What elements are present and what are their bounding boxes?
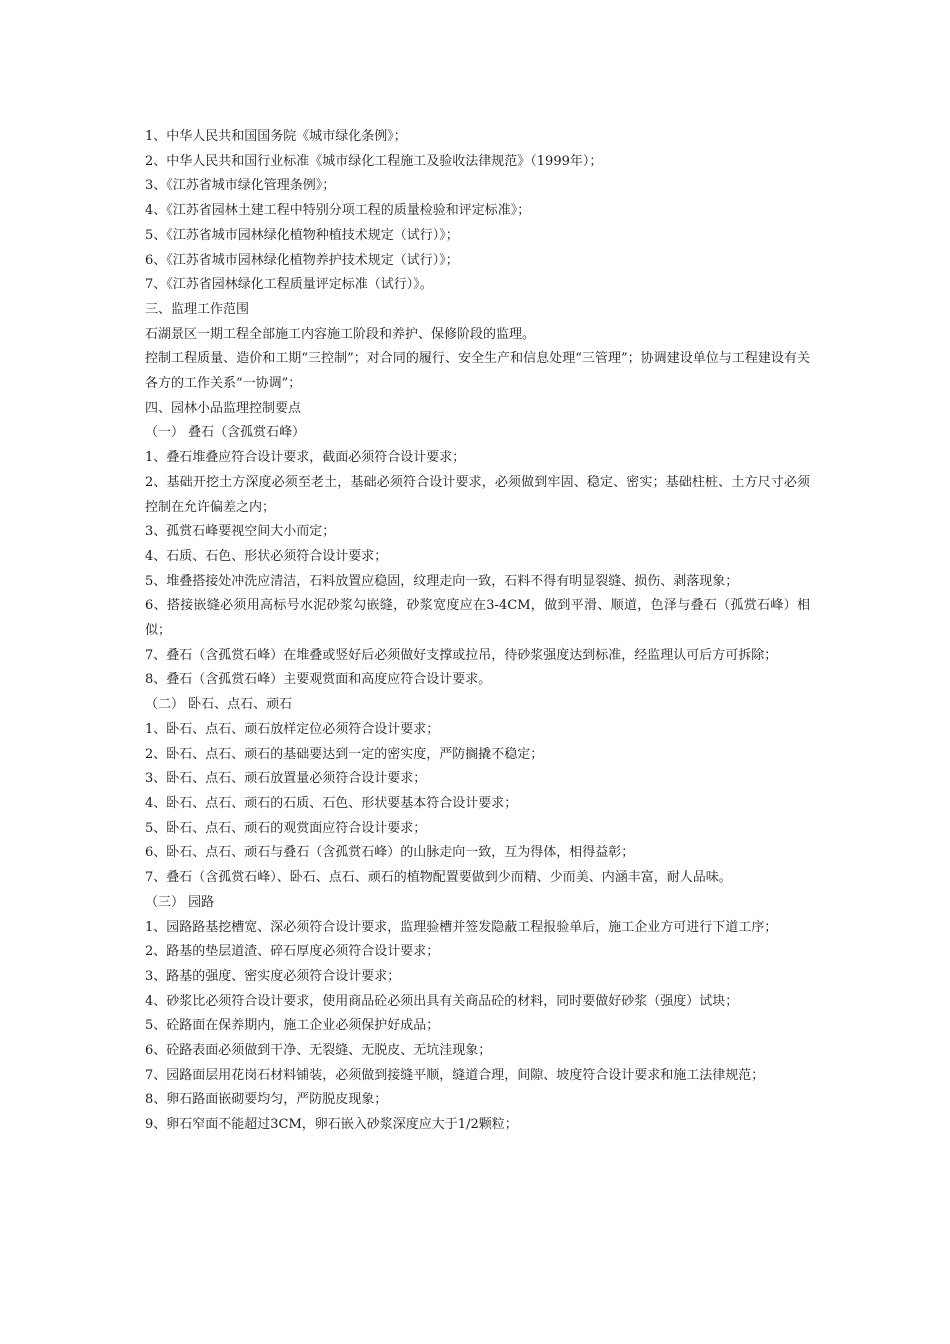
- text-line: 7、叠石（含孤赏石峰）、卧石、点石、顽石的植物配置要做到少而精、少而美、内涵丰富，耐人品味。: [145, 870, 732, 886]
- text-line: 6、《江苏省城市园林绿化植物养护技术规定（试行）》；: [145, 252, 459, 268]
- text-line: 2、路基的垫层道渣、碎石厚度必须符合设计要求；: [145, 944, 440, 960]
- text-line: 7、《江苏省园林绿化工程质量评定标准（试行）》。: [145, 277, 433, 293]
- text-line: 4、卧石、点石、顽石的石质、石色、形状要基本符合设计要求；: [145, 795, 518, 811]
- text-line: 6、卧石、点石、顽石与叠石（含孤赏石峰）的山脉走向一致，互为得体，相得益彰；: [145, 845, 635, 861]
- text-line: 7、叠石（含孤赏石峰）在堆叠或竖好后必须做好支撑或拉吊，待砂浆强度达到标准，经监理认可后方可拆除；: [145, 647, 778, 663]
- text-line: 2、中华人民共和国行业标准《城市绿化工程施工及验收法律规范》（1999年）；: [145, 153, 603, 169]
- text-line: 5、卧石、点石、顽石的观赏面应符合设计要求；: [145, 820, 427, 836]
- text-line: 1、中华人民共和国国务院《城市绿化条例》；: [145, 129, 407, 144]
- text-line: 2、卧石、点石、顽石的基础要达到一定的密实度，严防搁撬不稳定；: [145, 746, 544, 762]
- text-line: 8、叠石（含孤赏石峰）主要观赏面和高度应符合设计要求。: [145, 672, 492, 688]
- text-line: 1、园路路基挖槽宽、深必须符合设计要求，监理验槽并签发隐蔽工程报验单后，施工企业方可进行下道工序；: [145, 919, 778, 935]
- text-line: 4、砂浆比必须符合设计要求，使用商品砼必须出具有关商品砼的材料，同时要做好砂浆（强度）试块；: [145, 993, 739, 1009]
- text-line: 3、卧石、点石、顽石放置量必须符合设计要求；: [145, 771, 427, 787]
- text-line: 4、《江苏省园林土建工程中特别分项工程的质量检验和评定标准》；: [145, 203, 531, 219]
- text-line: 5、堆叠搭接处冲洗应清洁，石料放置应稳固，纹理走向一致，石料不得有明显裂缝、损伤、剥落现象；: [145, 573, 739, 589]
- section-heading: 三、监理工作范围: [145, 301, 250, 317]
- text-line: 3、孤赏石峰要视空间大小而定；: [145, 524, 336, 540]
- text-line: 1、叠石堆叠应符合设计要求，截面必须符合设计要求；: [145, 450, 466, 466]
- text-line: 2、基础开挖土方深度必须至老土，基础必须符合设计要求，必须做到牢固、稳定、密实；基础柱桩、土方尺寸必须控制在允许偏差之内；: [145, 474, 810, 515]
- subsection-heading: （二） 卧石、点石、顽石: [145, 697, 293, 713]
- text-line: 8、卵石路面嵌砌要均匀，严防脱皮现象；: [145, 1092, 388, 1108]
- text-line: 7、园路面层用花岗石材料铺装，必须做到接缝平顺，缝道合理，间隙、坡度符合设计要求和施工法律规范；: [145, 1067, 765, 1083]
- text-line: 3、《江苏省城市绿化管理条例》；: [145, 178, 336, 194]
- subsection-heading: （一） 叠石（含孤赏石峰）: [145, 425, 306, 441]
- text-line: 6、砼路表面必须做到干净、无裂缝、无脱皮、无坑洼现象；: [145, 1043, 492, 1059]
- subsection-heading: （三） 园路: [145, 894, 215, 910]
- text-line: 5、砼路面在保养期内，施工企业必须保护好成品；: [145, 1018, 440, 1034]
- section-heading: 四、园林小品监理控制要点: [145, 400, 302, 416]
- text-line: 4、石质、石色、形状必须符合设计要求；: [145, 548, 388, 564]
- text-line: 1、卧石、点石、顽石放样定位必须符合设计要求；: [145, 721, 440, 737]
- text-line: 3、路基的强度、密实度必须符合设计要求；: [145, 968, 401, 984]
- text-line: 9、卵石窄面不能超过3CM，卵石嵌入砂浆深度应大于1/2颗粒；: [145, 1117, 518, 1133]
- text-line: 5、《江苏省城市园林绿化植物种植技术规定（试行）》；: [145, 227, 459, 243]
- text-line: 控制工程质量、造价和工期“三控制”；对合同的履行、安全生产和信息处理“三管理”；协调建设单位与工程建设有关各方的工作关系“一协调”；: [145, 351, 810, 392]
- text-line: 6、搭接嵌缝必须用高标号水泥砂浆勾嵌缝，砂浆宽度应在3-4CM，做到平滑、顺道，色泽与叠石（孤赏石峰）相似；: [145, 598, 810, 639]
- text-line: 石湖景区一期工程全部施工内容施工阶段和养护、保修阶段的监理。: [145, 326, 536, 342]
- document-body: [145, 125, 810, 1138]
